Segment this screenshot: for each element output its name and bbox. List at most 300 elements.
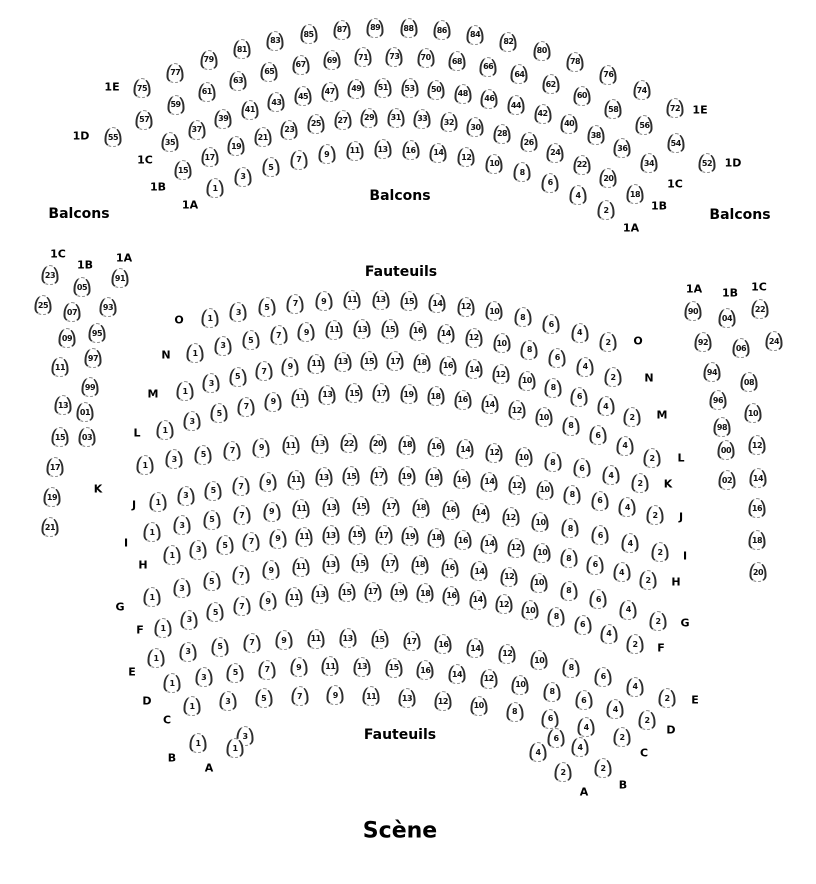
seat-fauteuil-O-12[interactable]: 12 <box>457 297 474 317</box>
seat-fauteuil-F-11[interactable]: 11 <box>286 587 303 607</box>
seat-fauteuil-E-14[interactable]: 14 <box>467 638 484 658</box>
seat-balcon-1A-8[interactable]: 8 <box>514 162 531 182</box>
seat-balcon-1C-53[interactable]: 53 <box>401 78 418 98</box>
seat-balcon-1E-86[interactable]: 86 <box>433 20 450 40</box>
seat-fauteuil-H-17[interactable]: 17 <box>375 525 392 545</box>
seat-fauteuil-G-17[interactable]: 17 <box>382 553 399 573</box>
seat-fauteuil-F-4[interactable]: 4 <box>600 624 617 644</box>
seat-balcon-1D-69[interactable]: 69 <box>323 50 340 70</box>
seat-balcon-1B-17[interactable]: 17 <box>201 147 218 167</box>
seat-balcon-1E-80[interactable]: 80 <box>533 41 550 61</box>
seat-fauteuil-C-2[interactable]: 2 <box>614 727 631 747</box>
seat-fauteuil-M-12[interactable]: 12 <box>492 364 509 384</box>
seat-fauteuil-N-1[interactable]: 1 <box>187 343 204 363</box>
seat-balcon-1C-37[interactable]: 37 <box>188 120 205 140</box>
seat-side-right-1B-04[interactable]: 04 <box>719 308 736 328</box>
seat-fauteuil-I-18[interactable]: 18 <box>412 498 429 518</box>
seat-side-left-1A-01[interactable]: 01 <box>77 402 94 422</box>
seat-fauteuil-G-5[interactable]: 5 <box>203 571 220 591</box>
seat-fauteuil-E-2[interactable]: 2 <box>659 688 676 708</box>
seat-balcon-1E-89[interactable]: 89 <box>367 18 384 38</box>
seat-fauteuil-H-10[interactable]: 10 <box>534 543 551 563</box>
seat-fauteuil-M-15[interactable]: 15 <box>361 351 378 371</box>
seat-fauteuil-C-3[interactable]: 3 <box>219 691 236 711</box>
seat-balcon-1C-44[interactable]: 44 <box>507 95 524 115</box>
seat-fauteuil-D-14[interactable]: 14 <box>449 664 466 684</box>
seat-balcon-1B-26[interactable]: 26 <box>520 132 537 152</box>
seat-fauteuil-M-1[interactable]: 1 <box>177 381 194 401</box>
seat-fauteuil-L-17[interactable]: 17 <box>373 383 390 403</box>
seat-fauteuil-J-12[interactable]: 12 <box>508 475 525 495</box>
seat-balcon-1E-76[interactable]: 76 <box>600 65 617 85</box>
seat-side-left-1A-91[interactable]: 91 <box>112 268 129 288</box>
seat-fauteuil-E-1[interactable]: 1 <box>148 648 165 668</box>
seat-fauteuil-J-2[interactable]: 2 <box>647 505 664 525</box>
seat-fauteuil-J-8[interactable]: 8 <box>564 485 581 505</box>
seat-fauteuil-J-9[interactable]: 9 <box>260 472 277 492</box>
seat-balcon-1D-68[interactable]: 68 <box>448 51 465 71</box>
seat-fauteuil-O-6[interactable]: 6 <box>543 314 560 334</box>
seat-balcon-1A-6[interactable]: 6 <box>542 173 559 193</box>
seat-fauteuil-M-3[interactable]: 3 <box>203 373 220 393</box>
seat-balcon-1A-4[interactable]: 4 <box>570 185 587 205</box>
seat-fauteuil-F-14[interactable]: 14 <box>469 590 486 610</box>
seat-fauteuil-K-5[interactable]: 5 <box>195 445 212 465</box>
seat-fauteuil-E-6[interactable]: 6 <box>595 667 612 687</box>
seat-balcon-1A-12[interactable]: 12 <box>458 147 475 167</box>
seat-fauteuil-K-10[interactable]: 10 <box>515 447 532 467</box>
seat-balcon-1B-20[interactable]: 20 <box>600 168 617 188</box>
seat-balcon-1D-66[interactable]: 66 <box>480 57 497 77</box>
seat-balcon-1D-61[interactable]: 61 <box>198 82 215 102</box>
seat-fauteuil-I-17[interactable]: 17 <box>383 497 400 517</box>
seat-side-right-1A-00[interactable]: 00 <box>718 440 735 460</box>
seat-balcon-1E-84[interactable]: 84 <box>467 25 484 45</box>
seat-balcon-1D-70[interactable]: 70 <box>417 48 434 68</box>
seat-balcon-1B-33[interactable]: 33 <box>414 109 431 129</box>
seat-balcon-1C-43[interactable]: 43 <box>268 92 285 112</box>
seat-fauteuil-H-6[interactable]: 6 <box>587 555 604 575</box>
seat-fauteuil-L-14[interactable]: 14 <box>481 394 498 414</box>
seat-fauteuil-H-1[interactable]: 1 <box>164 545 181 565</box>
seat-side-right-1A-96[interactable]: 96 <box>710 390 727 410</box>
seat-fauteuil-G-11[interactable]: 11 <box>292 557 309 577</box>
seat-fauteuil-I-10[interactable]: 10 <box>532 512 549 532</box>
seat-balcon-1C-38[interactable]: 38 <box>587 125 604 145</box>
seat-fauteuil-O-2[interactable]: 2 <box>600 332 617 352</box>
seat-side-right-1C-24[interactable]: 24 <box>766 331 783 351</box>
seat-fauteuil-N-13[interactable]: 13 <box>354 319 371 339</box>
seat-fauteuil-K-9[interactable]: 9 <box>253 438 270 458</box>
seat-balcon-1C-42[interactable]: 42 <box>534 104 551 124</box>
seat-fauteuil-E-5[interactable]: 5 <box>211 637 228 657</box>
seat-fauteuil-C-4[interactable]: 4 <box>578 717 595 737</box>
seat-fauteuil-H-7[interactable]: 7 <box>243 532 260 552</box>
seat-fauteuil-N-16[interactable]: 16 <box>409 321 426 341</box>
seat-fauteuil-C-12[interactable]: 12 <box>434 691 451 711</box>
seat-fauteuil-I-8[interactable]: 8 <box>562 518 579 538</box>
seat-balcon-1D-60[interactable]: 60 <box>573 86 590 106</box>
seat-fauteuil-F-1[interactable]: 1 <box>155 618 172 638</box>
seat-balcon-1D-67[interactable]: 67 <box>292 55 309 75</box>
seat-fauteuil-J-17[interactable]: 17 <box>370 466 387 486</box>
seat-fauteuil-L-11[interactable]: 11 <box>292 388 309 408</box>
seat-balcon-1D-58[interactable]: 58 <box>605 99 622 119</box>
seat-fauteuil-A-1[interactable]: 1 <box>227 738 244 758</box>
seat-fauteuil-C-5[interactable]: 5 <box>255 688 272 708</box>
seat-fauteuil-C-7[interactable]: 7 <box>291 686 308 706</box>
seat-fauteuil-H-18[interactable]: 18 <box>428 528 445 548</box>
seat-fauteuil-J-13[interactable]: 13 <box>315 467 332 487</box>
seat-fauteuil-N-10[interactable]: 10 <box>493 333 510 353</box>
seat-fauteuil-H-9[interactable]: 9 <box>269 529 286 549</box>
seat-fauteuil-E-4[interactable]: 4 <box>627 677 644 697</box>
seat-fauteuil-O-7[interactable]: 7 <box>287 294 304 314</box>
seat-fauteuil-N-12[interactable]: 12 <box>465 328 482 348</box>
seat-side-right-1A-92[interactable]: 92 <box>695 332 712 352</box>
seat-balcon-1D-73[interactable]: 73 <box>386 47 403 67</box>
seat-fauteuil-L-3[interactable]: 3 <box>184 411 201 431</box>
seat-fauteuil-O-11[interactable]: 11 <box>344 290 361 310</box>
seat-fauteuil-O-13[interactable]: 13 <box>372 290 389 310</box>
seat-fauteuil-J-3[interactable]: 3 <box>177 486 194 506</box>
seat-balcon-1C-46[interactable]: 46 <box>481 89 498 109</box>
seat-fauteuil-I-4[interactable]: 4 <box>622 533 639 553</box>
seat-fauteuil-K-22[interactable]: 22 <box>340 433 357 453</box>
seat-fauteuil-K-16[interactable]: 16 <box>428 437 445 457</box>
seat-fauteuil-J-6[interactable]: 6 <box>591 491 608 511</box>
seat-fauteuil-I-11[interactable]: 11 <box>293 499 310 519</box>
seat-fauteuil-D-13[interactable]: 13 <box>354 657 371 677</box>
seat-side-left-1B-09[interactable]: 09 <box>59 328 76 348</box>
seat-fauteuil-K-20[interactable]: 20 <box>369 434 386 454</box>
seat-fauteuil-K-13[interactable]: 13 <box>311 434 328 454</box>
seat-fauteuil-F-15[interactable]: 15 <box>338 582 355 602</box>
seat-fauteuil-E-13[interactable]: 13 <box>339 628 356 648</box>
seat-fauteuil-N-15[interactable]: 15 <box>382 319 399 339</box>
seat-fauteuil-O-8[interactable]: 8 <box>514 307 531 327</box>
seat-fauteuil-F-19[interactable]: 19 <box>391 582 408 602</box>
seat-side-right-1A-90[interactable]: 90 <box>685 301 702 321</box>
seat-side-left-1B-19[interactable]: 19 <box>44 487 61 507</box>
seat-fauteuil-L-1[interactable]: 1 <box>157 420 174 440</box>
seat-fauteuil-O-15[interactable]: 15 <box>401 291 418 311</box>
seat-fauteuil-F-9[interactable]: 9 <box>259 591 276 611</box>
seat-balcon-1C-47[interactable]: 47 <box>321 82 338 102</box>
seat-fauteuil-I-15[interactable]: 15 <box>353 496 370 516</box>
seat-fauteuil-O-14[interactable]: 14 <box>429 293 446 313</box>
seat-fauteuil-F-3[interactable]: 3 <box>181 610 198 630</box>
seat-fauteuil-C-11[interactable]: 11 <box>363 686 380 706</box>
seat-fauteuil-B-2[interactable]: 2 <box>595 758 612 778</box>
seat-balcon-1B-28[interactable]: 28 <box>494 124 511 144</box>
seat-side-left-1B-11[interactable]: 11 <box>52 357 69 377</box>
seat-fauteuil-A-2[interactable]: 2 <box>555 762 572 782</box>
seat-side-left-1A-95[interactable]: 95 <box>89 323 106 343</box>
seat-fauteuil-D-8[interactable]: 8 <box>544 682 561 702</box>
seat-balcon-1B-21[interactable]: 21 <box>254 127 271 147</box>
seat-fauteuil-G-10[interactable]: 10 <box>530 573 547 593</box>
seat-fauteuil-I-5[interactable]: 5 <box>203 510 220 530</box>
seat-fauteuil-D-10[interactable]: 10 <box>512 675 529 695</box>
seat-fauteuil-F-2[interactable]: 2 <box>627 634 644 654</box>
seat-fauteuil-K-3[interactable]: 3 <box>166 449 183 469</box>
seat-balcon-1A-10[interactable]: 10 <box>486 154 503 174</box>
seat-fauteuil-N-6[interactable]: 6 <box>549 348 566 368</box>
seat-fauteuil-G-13[interactable]: 13 <box>322 554 339 574</box>
seat-fauteuil-C-13[interactable]: 13 <box>399 688 416 708</box>
seat-balcon-1A-9[interactable]: 9 <box>318 144 335 164</box>
seat-fauteuil-M-18[interactable]: 18 <box>413 353 430 373</box>
seat-fauteuil-G-14[interactable]: 14 <box>471 561 488 581</box>
seat-balcon-1C-35[interactable]: 35 <box>162 132 179 152</box>
seat-fauteuil-I-16[interactable]: 16 <box>442 500 459 520</box>
seat-balcon-1E-77[interactable]: 77 <box>167 63 184 83</box>
seat-fauteuil-E-12[interactable]: 12 <box>499 644 516 664</box>
seat-balcon-1D-52[interactable]: 52 <box>699 153 716 173</box>
seat-fauteuil-N-5[interactable]: 5 <box>242 330 259 350</box>
seat-balcon-1C-40[interactable]: 40 <box>561 114 578 134</box>
seat-fauteuil-K-18[interactable]: 18 <box>399 435 416 455</box>
seat-fauteuil-J-18[interactable]: 18 <box>426 467 443 487</box>
seat-balcon-1D-57[interactable]: 57 <box>136 110 153 130</box>
seat-balcon-1E-83[interactable]: 83 <box>267 31 284 51</box>
seat-balcon-1C-41[interactable]: 41 <box>241 100 258 120</box>
seat-fauteuil-K-7[interactable]: 7 <box>224 441 241 461</box>
seat-fauteuil-D-1[interactable]: 1 <box>164 673 181 693</box>
seat-fauteuil-D-3[interactable]: 3 <box>195 667 212 687</box>
seat-balcon-1C-34[interactable]: 34 <box>641 153 658 173</box>
seat-fauteuil-L-19[interactable]: 19 <box>400 384 417 404</box>
seat-fauteuil-L-16[interactable]: 16 <box>454 390 471 410</box>
seat-fauteuil-E-15[interactable]: 15 <box>371 629 388 649</box>
seat-side-right-1B-18[interactable]: 18 <box>749 530 766 550</box>
seat-balcon-1B-23[interactable]: 23 <box>281 120 298 140</box>
seat-balcon-1D-64[interactable]: 64 <box>511 64 528 84</box>
seat-fauteuil-N-2[interactable]: 2 <box>605 367 622 387</box>
seat-fauteuil-L-15[interactable]: 15 <box>346 383 363 403</box>
seat-balcon-1A-1[interactable]: 1 <box>207 178 224 198</box>
seat-fauteuil-O-5[interactable]: 5 <box>258 297 275 317</box>
seat-fauteuil-D-2[interactable]: 2 <box>639 710 656 730</box>
seat-balcon-1A-3[interactable]: 3 <box>234 167 251 187</box>
seat-side-right-1B-16[interactable]: 16 <box>749 498 766 518</box>
seat-balcon-1C-48[interactable]: 48 <box>454 84 471 104</box>
seat-side-left-1A-03[interactable]: 03 <box>79 427 96 447</box>
seat-side-left-1A-97[interactable]: 97 <box>85 348 102 368</box>
seat-balcon-1D-56[interactable]: 56 <box>636 115 653 135</box>
seat-fauteuil-H-12[interactable]: 12 <box>507 538 524 558</box>
seat-fauteuil-B-6[interactable]: 6 <box>548 728 565 748</box>
seat-fauteuil-M-17[interactable]: 17 <box>387 351 404 371</box>
seat-balcon-1C-49[interactable]: 49 <box>348 79 365 99</box>
seat-fauteuil-I-1[interactable]: 1 <box>144 522 161 542</box>
seat-side-left-1C-25[interactable]: 25 <box>35 295 52 315</box>
seat-fauteuil-D-9[interactable]: 9 <box>290 657 307 677</box>
seat-balcon-1E-78[interactable]: 78 <box>567 52 584 72</box>
seat-fauteuil-O-1[interactable]: 1 <box>202 308 219 328</box>
seat-fauteuil-C-10[interactable]: 10 <box>470 696 487 716</box>
seat-side-right-1B-06[interactable]: 06 <box>733 338 750 358</box>
seat-balcon-1E-87[interactable]: 87 <box>333 20 350 40</box>
seat-side-right-1A-94[interactable]: 94 <box>704 362 721 382</box>
seat-fauteuil-E-16[interactable]: 16 <box>435 634 452 654</box>
seat-balcon-1A-14[interactable]: 14 <box>430 143 447 163</box>
seat-side-right-1B-08[interactable]: 08 <box>741 372 758 392</box>
seat-fauteuil-F-18[interactable]: 18 <box>417 583 434 603</box>
seat-fauteuil-N-7[interactable]: 7 <box>270 325 287 345</box>
seat-fauteuil-I-6[interactable]: 6 <box>592 525 609 545</box>
seat-fauteuil-H-4[interactable]: 4 <box>613 562 630 582</box>
seat-balcon-1E-82[interactable]: 82 <box>500 32 517 52</box>
seat-fauteuil-D-12[interactable]: 12 <box>480 669 497 689</box>
seat-fauteuil-K-8[interactable]: 8 <box>544 452 561 472</box>
seat-fauteuil-J-11[interactable]: 11 <box>288 470 305 490</box>
seat-balcon-1E-75[interactable]: 75 <box>134 78 151 98</box>
seat-fauteuil-N-11[interactable]: 11 <box>326 320 343 340</box>
seat-fauteuil-F-10[interactable]: 10 <box>522 600 539 620</box>
seat-fauteuil-N-9[interactable]: 9 <box>298 322 315 342</box>
seat-fauteuil-M-10[interactable]: 10 <box>518 371 535 391</box>
seat-fauteuil-K-2[interactable]: 2 <box>632 473 649 493</box>
seat-balcon-1D-62[interactable]: 62 <box>542 74 559 94</box>
seat-fauteuil-C-1[interactable]: 1 <box>184 696 201 716</box>
seat-fauteuil-M-2[interactable]: 2 <box>624 407 641 427</box>
seat-fauteuil-N-8[interactable]: 8 <box>521 340 538 360</box>
seat-fauteuil-D-5[interactable]: 5 <box>227 663 244 683</box>
seat-fauteuil-J-14[interactable]: 14 <box>481 472 498 492</box>
seat-fauteuil-C-8[interactable]: 8 <box>506 702 523 722</box>
seat-fauteuil-G-18[interactable]: 18 <box>411 555 428 575</box>
seat-fauteuil-J-1[interactable]: 1 <box>150 492 167 512</box>
seat-side-left-1B-05[interactable]: 05 <box>74 277 91 297</box>
seat-balcon-1B-31[interactable]: 31 <box>387 108 404 128</box>
seat-balcon-1E-81[interactable]: 81 <box>233 39 250 59</box>
seat-fauteuil-F-16[interactable]: 16 <box>443 586 460 606</box>
seat-fauteuil-F-5[interactable]: 5 <box>207 602 224 622</box>
seat-fauteuil-O-9[interactable]: 9 <box>315 291 332 311</box>
seat-side-left-1A-99[interactable]: 99 <box>82 377 99 397</box>
seat-fauteuil-M-14[interactable]: 14 <box>466 359 483 379</box>
seat-fauteuil-M-4[interactable]: 4 <box>597 396 614 416</box>
seat-balcon-1D-63[interactable]: 63 <box>230 71 247 91</box>
seat-fauteuil-E-10[interactable]: 10 <box>531 650 548 670</box>
seat-balcon-1E-88[interactable]: 88 <box>400 18 417 38</box>
seat-fauteuil-H-11[interactable]: 11 <box>296 527 313 547</box>
seat-balcon-1B-25[interactable]: 25 <box>307 114 324 134</box>
seat-fauteuil-G-4[interactable]: 4 <box>620 600 637 620</box>
seat-side-right-1B-14[interactable]: 14 <box>750 468 767 488</box>
seat-fauteuil-H-15[interactable]: 15 <box>349 525 366 545</box>
seat-fauteuil-J-10[interactable]: 10 <box>536 480 553 500</box>
seat-fauteuil-F-17[interactable]: 17 <box>364 582 381 602</box>
seat-fauteuil-O-4[interactable]: 4 <box>571 323 588 343</box>
seat-fauteuil-I-14[interactable]: 14 <box>472 503 489 523</box>
seat-fauteuil-H-19[interactable]: 19 <box>402 526 419 546</box>
seat-balcon-1D-65[interactable]: 65 <box>261 62 278 82</box>
seat-balcon-1A-11[interactable]: 11 <box>346 141 363 161</box>
seat-fauteuil-M-11[interactable]: 11 <box>308 354 325 374</box>
seat-balcon-1C-51[interactable]: 51 <box>374 78 391 98</box>
seat-fauteuil-M-13[interactable]: 13 <box>334 352 351 372</box>
seat-balcon-1B-22[interactable]: 22 <box>573 155 590 175</box>
seat-fauteuil-M-5[interactable]: 5 <box>229 367 246 387</box>
seat-fauteuil-D-11[interactable]: 11 <box>322 656 339 676</box>
seat-fauteuil-G-2[interactable]: 2 <box>650 611 667 631</box>
seat-fauteuil-C-6[interactable]: 6 <box>542 709 559 729</box>
seat-fauteuil-F-6[interactable]: 6 <box>574 615 591 635</box>
seat-side-left-1A-93[interactable]: 93 <box>100 297 117 317</box>
seat-fauteuil-K-6[interactable]: 6 <box>573 458 590 478</box>
seat-balcon-1D-59[interactable]: 59 <box>167 95 184 115</box>
seat-fauteuil-L-12[interactable]: 12 <box>508 400 525 420</box>
seat-side-left-1B-07[interactable]: 07 <box>64 302 81 322</box>
seat-side-left-1C-23[interactable]: 23 <box>42 265 59 285</box>
seat-fauteuil-K-12[interactable]: 12 <box>486 443 503 463</box>
seat-fauteuil-D-7[interactable]: 7 <box>259 660 276 680</box>
seat-side-right-1A-98[interactable]: 98 <box>714 417 731 437</box>
seat-fauteuil-L-9[interactable]: 9 <box>265 392 282 412</box>
seat-fauteuil-J-16[interactable]: 16 <box>453 469 470 489</box>
seat-fauteuil-A-4[interactable]: 4 <box>530 742 547 762</box>
seat-fauteuil-I-12[interactable]: 12 <box>502 507 519 527</box>
seat-balcon-1A-7[interactable]: 7 <box>290 150 307 170</box>
seat-balcon-1B-18[interactable]: 18 <box>627 184 644 204</box>
seat-balcon-1A-13[interactable]: 13 <box>374 139 391 159</box>
seat-fauteuil-D-16[interactable]: 16 <box>417 660 434 680</box>
seat-fauteuil-J-19[interactable]: 19 <box>398 466 415 486</box>
seat-fauteuil-I-2[interactable]: 2 <box>652 542 669 562</box>
seat-fauteuil-D-6[interactable]: 6 <box>575 690 592 710</box>
seat-fauteuil-J-7[interactable]: 7 <box>232 476 249 496</box>
seat-fauteuil-G-16[interactable]: 16 <box>441 558 458 578</box>
seat-balcon-1B-29[interactable]: 29 <box>361 108 378 128</box>
seat-fauteuil-H-3[interactable]: 3 <box>190 540 207 560</box>
seat-fauteuil-B-1[interactable]: 1 <box>190 733 207 753</box>
seat-fauteuil-G-12[interactable]: 12 <box>501 567 518 587</box>
seat-side-left-1B-21[interactable]: 21 <box>42 517 59 537</box>
seat-fauteuil-B-4[interactable]: 4 <box>572 737 589 757</box>
seat-fauteuil-D-4[interactable]: 4 <box>607 699 624 719</box>
seat-fauteuil-H-16[interactable]: 16 <box>454 530 471 550</box>
seat-fauteuil-L-10[interactable]: 10 <box>535 407 552 427</box>
seat-balcon-1C-50[interactable]: 50 <box>428 80 445 100</box>
seat-balcon-1E-79[interactable]: 79 <box>200 50 217 70</box>
seat-balcon-1B-15[interactable]: 15 <box>175 160 192 180</box>
seat-fauteuil-L-18[interactable]: 18 <box>427 386 444 406</box>
seat-fauteuil-O-10[interactable]: 10 <box>486 301 503 321</box>
seat-side-right-1A-02[interactable]: 02 <box>719 470 736 490</box>
seat-side-right-1C-22[interactable]: 22 <box>752 299 769 319</box>
seat-balcon-1B-19[interactable]: 19 <box>228 136 245 156</box>
seat-fauteuil-G-6[interactable]: 6 <box>590 589 607 609</box>
seat-fauteuil-N-14[interactable]: 14 <box>437 324 454 344</box>
seat-fauteuil-L-13[interactable]: 13 <box>319 385 336 405</box>
seat-balcon-1C-45[interactable]: 45 <box>295 86 312 106</box>
seat-fauteuil-M-16[interactable]: 16 <box>439 356 456 376</box>
seat-fauteuil-G-8[interactable]: 8 <box>560 581 577 601</box>
seat-fauteuil-I-9[interactable]: 9 <box>263 502 280 522</box>
seat-fauteuil-I-13[interactable]: 13 <box>323 497 340 517</box>
seat-fauteuil-M-8[interactable]: 8 <box>545 378 562 398</box>
seat-fauteuil-J-4[interactable]: 4 <box>619 497 636 517</box>
seat-fauteuil-N-4[interactable]: 4 <box>577 357 594 377</box>
seat-fauteuil-H-8[interactable]: 8 <box>560 548 577 568</box>
seat-fauteuil-L-2[interactable]: 2 <box>644 448 661 468</box>
seat-fauteuil-M-9[interactable]: 9 <box>282 357 299 377</box>
seat-fauteuil-G-3[interactable]: 3 <box>173 578 190 598</box>
seat-fauteuil-M-7[interactable]: 7 <box>255 361 272 381</box>
